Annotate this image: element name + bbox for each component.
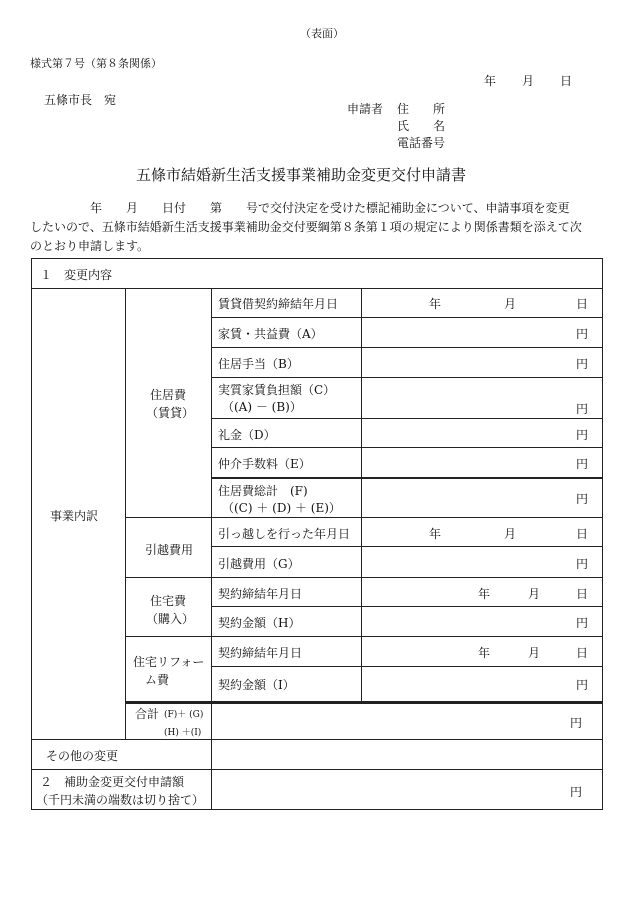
lease-date-label: 賃貸借契約締結年月日 [218, 297, 339, 311]
reform-amount-unit: 円 [576, 678, 589, 692]
moving-date-month: 月 [504, 527, 517, 541]
reform-contract-date-label: 契約締結年月日 [218, 646, 303, 660]
housing-purchase-label: 住宅費 [150, 594, 187, 608]
form-number: 様式第７号（第８条関係） [30, 57, 162, 70]
section-1-heading: １ 変更内容 [40, 268, 113, 282]
date-year-label: 年 [484, 74, 497, 88]
agency-fee-label: 仲介手数料（E） [218, 457, 311, 471]
moving-cost-row-label: 引越費用（G） [218, 557, 300, 571]
lease-date-year: 年 [429, 297, 442, 311]
agency-fee-unit: 円 [576, 457, 589, 471]
purchase-contract-date-label: 契約締結年月日 [218, 587, 303, 601]
reform-contract-month: 月 [528, 646, 541, 660]
moving-date-year: 年 [429, 527, 442, 541]
rent-common-fee-unit: 円 [576, 327, 589, 341]
housing-rent-sublabel: （賃貸） [146, 406, 195, 420]
purchase-amount-unit: 円 [576, 616, 589, 630]
housing-total-formula: （(C) ＋ (D) ＋ (E)） [222, 501, 341, 515]
housing-allowance-unit: 円 [576, 357, 589, 371]
net-rent-formula: （(A) － (B)） [222, 400, 302, 414]
purchase-contract-day: 日 [576, 587, 589, 601]
lease-date-month: 月 [504, 297, 517, 311]
total-formula-line2: (H) ＋(I) [164, 728, 202, 738]
total-unit: 円 [570, 716, 583, 730]
total-formula-line1: (F)＋ (G) [164, 710, 204, 720]
moving-cost-label: 引越費用 [145, 543, 194, 557]
moving-date-label: 引っ越しを行った年月日 [218, 527, 351, 541]
key-money-label: 礼金（D） [218, 428, 276, 442]
net-rent-unit: 円 [576, 402, 589, 416]
reform-amount-label: 契約金額（I） [218, 678, 295, 692]
date-day-label: 日 [560, 74, 573, 88]
housing-total-label: 住居費総計 (F) [218, 484, 308, 498]
applicant-label: 申請者 [347, 102, 384, 116]
applicant-address-label: 住 所 [397, 102, 446, 116]
housing-total-unit: 円 [576, 492, 589, 506]
lease-date-day: 日 [576, 297, 589, 311]
purchase-contract-year: 年 [478, 587, 491, 601]
reform-contract-day: 日 [576, 646, 589, 660]
document-title: 五條市結婚新生活支援事業補助金変更交付申請書 [136, 166, 467, 184]
purchase-amount-label: 契約金額（H） [218, 616, 301, 630]
reform-label: 住宅リフォー [133, 655, 205, 669]
paragraph-line: したいので、五條市結婚新生活支援事業補助金交付要綱第８条第１項の規定により関係書類を添えて次 [30, 220, 582, 234]
moving-date-day: 日 [576, 527, 589, 541]
housing-rent-label: 住居費 [150, 388, 187, 402]
purchase-contract-month: 月 [528, 587, 541, 601]
moving-cost-unit: 円 [576, 557, 589, 571]
housing-allowance-label: 住居手当（B） [218, 357, 299, 371]
date-month-label: 月 [522, 74, 535, 88]
business-breakdown-label: 事業内訳 [50, 509, 99, 523]
section-2-heading: ２ 補助金変更交付申請額 [40, 775, 185, 789]
key-money-unit: 円 [576, 428, 589, 442]
paragraph-line: のとおり申請します。 [30, 239, 150, 253]
addressee: 五條市長 宛 [44, 93, 117, 107]
net-rent-label: 実質家賃負担額（C） [218, 383, 336, 397]
reform-contract-year: 年 [478, 646, 491, 660]
section-2-note: （千円未満の端数は切り捨て） [36, 793, 205, 807]
page-side-mark: （表面） [300, 27, 344, 40]
total-label: 合計 [135, 707, 160, 721]
housing-purchase-sublabel: （購入） [146, 612, 195, 626]
reform-sublabel: ム費 [145, 673, 170, 687]
paragraph-line: 年 月 日付 第 号で交付決定を受けた標記補助金について、申請事項を変更 [30, 201, 570, 215]
applicant-name-label: 氏 名 [397, 119, 446, 133]
other-changes-label: その他の変更 [46, 749, 119, 763]
rent-common-fee-label: 家賃・共益費（A） [218, 327, 323, 341]
applicant-phone-label: 電話番号 [397, 136, 446, 150]
section-2-unit: 円 [570, 785, 583, 799]
